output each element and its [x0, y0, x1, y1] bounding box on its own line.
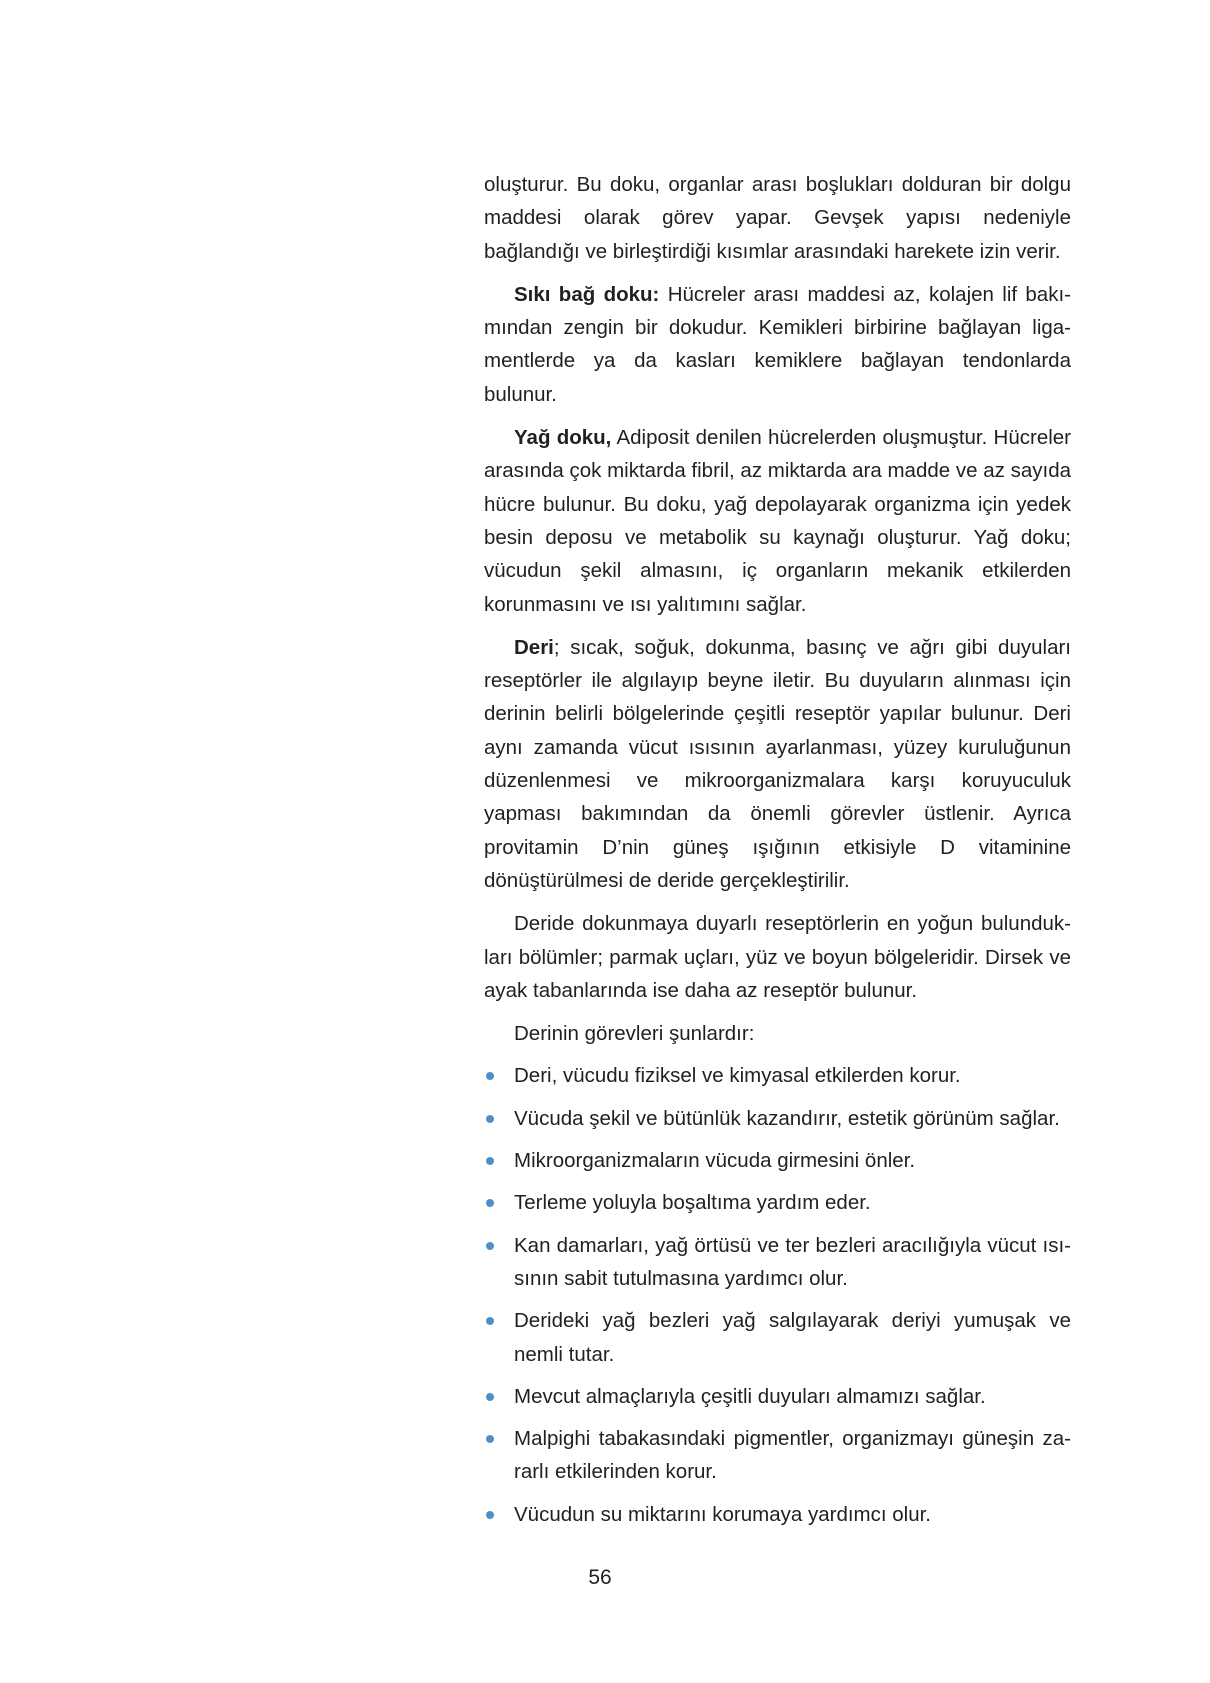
bullet-dot-icon	[486, 1157, 494, 1165]
list-item-text: Deri, vücudu fiziksel ve kimyasal etkilerden korur.	[514, 1064, 961, 1088]
list-item	[484, 1186, 1071, 1219]
paragraph-text: ; sıcak, soğuk, dokunma, basınç ve ağrı gibi duyuları reseptörler ile algılayıp beyne iletir. Bu duyuların alınması için derinin belirli bölgelerinde çeşitli reseptör yapılar bulunur. Deri aynı zamanda vücut ısısının ayarlanması, yüzey kuruluğunun düzenlenmesi ve mikroorganizmalara karşı koruyuculuk yapması bakımından da önemli görevler üstlenir. Ayrıca provitamin D’nin güneş ışığının etkisiyle D vitaminine dönüştürülmesi de deride gerçekleştirilir.	[484, 635, 1071, 892]
bullet-dot-icon	[486, 1199, 494, 1207]
list-item-text: Vücuda şekil ve bütünlük kazandırır, estetik görünüm sağlar.	[514, 1106, 1060, 1130]
list-item-text: Terleme yoluyla boşaltıma yardım eder.	[514, 1191, 871, 1215]
text-column	[484, 168, 1071, 1540]
list-item-text: Mikroorganizmaların vücuda girmesini önler.	[514, 1149, 916, 1173]
bullet-dot-icon	[486, 1115, 494, 1123]
list-item	[484, 1102, 1071, 1135]
paragraph-yag-doku	[484, 421, 1071, 621]
term-deri: Deri	[514, 635, 554, 659]
term-siki-bag-doku: Sıkı bağ doku:	[514, 282, 660, 306]
list-intro: Derinin görevleri şunlardır:	[514, 1022, 755, 1046]
list-item	[484, 1304, 1071, 1371]
list-item	[484, 1059, 1071, 1092]
list-item-text: Kan damarları, yağ örtüsü ve ter bezleri aracılığıyla vücut ısısının sabit tutulmasına yardımcı olur.	[514, 1233, 1071, 1290]
term-yag-doku: Yağ doku,	[514, 426, 612, 450]
list-item	[484, 1144, 1071, 1177]
list-item	[484, 1498, 1071, 1531]
list-item	[484, 1229, 1071, 1296]
list-item	[484, 1422, 1071, 1489]
paragraph-deri-reseptorleri	[484, 907, 1071, 1007]
page-number: 56	[588, 1566, 612, 1589]
bullet-dot-icon	[486, 1072, 494, 1080]
paragraph-text: Hücreler arası maddesi az, kolajen lif bakımından zengin bir dokudur. Kemikleri birbirine bağlayan ligamentlerde ya da kasları kemiklere bağlayan tendonlarda bulunur.	[484, 282, 1071, 406]
paragraph-text: oluşturur. Bu doku, organlar arası boşlukları dolduran bir dolgu maddesi olarak görev yapar. Gevşek yapısı nedeniyle bağlandığı ve birleştirdiği kısımlar arasındaki harekete izin verir.	[484, 173, 1071, 263]
paragraph-siki-bag-doku	[484, 278, 1071, 411]
bullet-dot-icon	[486, 1511, 494, 1519]
list-item-text: Mevcut almaçlarıyla çeşitli duyuları almamızı sağlar.	[514, 1384, 986, 1408]
bullet-dot-icon	[486, 1317, 494, 1325]
paragraph-deri	[484, 631, 1071, 897]
paragraph-text: Adiposit denilen hücrelerden oluşmuştur. Hücreler arasında çok miktarda fibril, az miktarda ara madde ve az sayıda hücre bulunur. Bu doku, yağ depolayarak organizma için yedek besin deposu ve metabolik su kaynağı oluşturur. Yağ doku; vücudun şekil almasını, iç organların mekanik etkilerden korunmasını ve ısı yalıtımını sağlar.	[484, 426, 1072, 616]
bullet-dot-icon	[486, 1435, 494, 1443]
bullet-dot-icon	[486, 1393, 494, 1401]
paragraph-gevsek-bag-doku-continuation	[484, 168, 1071, 268]
paragraph-text: Deride dokunmaya duyarlı reseptörlerin en yoğun bulundukları bölümler; parmak uçları, yüz ve boyun bölgeleridir. Dirsek ve ayak tabanlarında ise daha az reseptör bulunur.	[484, 912, 1071, 1002]
list-item-text: Vücudun su miktarını korumaya yardımcı olur.	[514, 1502, 932, 1526]
derinin-gorevleri-list	[484, 1059, 1071, 1531]
list-item	[484, 1380, 1071, 1413]
bullet-dot-icon	[486, 1242, 494, 1250]
list-item-text: Derideki yağ bezleri yağ salgılayarak deriyi yumuşak ve nemli tutar.	[514, 1309, 1071, 1366]
list-item-text: Malpighi tabakasındaki pigmentler, organizmayı güneşin zararlı etkilerinden korur.	[514, 1427, 1071, 1484]
